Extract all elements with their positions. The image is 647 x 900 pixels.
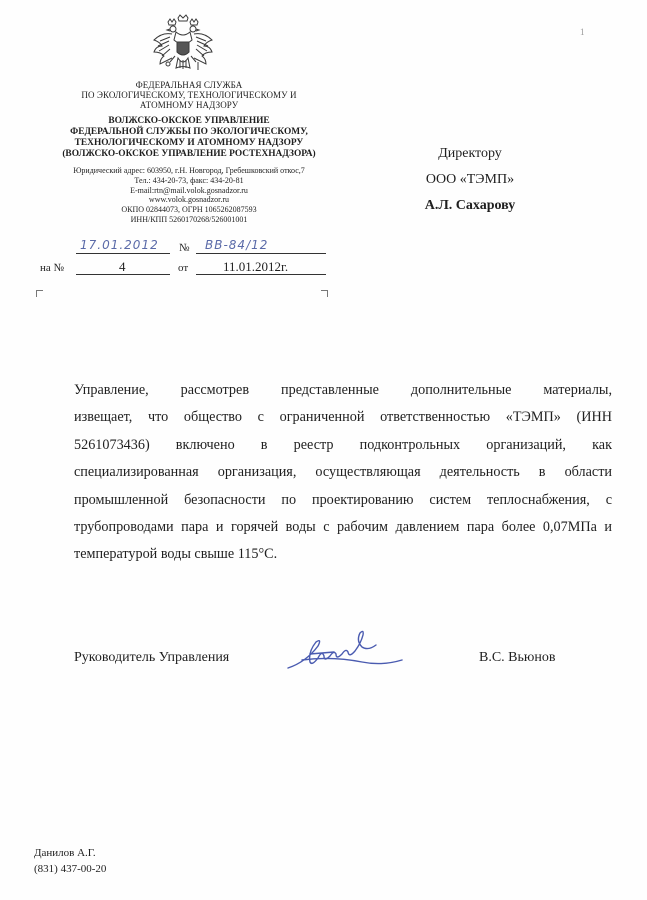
outgoing-number: ВВ-84/12 bbox=[205, 238, 269, 252]
signatory-title: Руководитель Управления bbox=[74, 650, 230, 665]
executor-name: Данилов А.Г. bbox=[34, 847, 96, 859]
body-line: трубопроводами пара и горячей воды с рабочим давлением пара более 0,07МПа и bbox=[74, 519, 612, 536]
body-line: извещает, что общество с ограниченной ответственностью «ТЭМП» (ИНН bbox=[74, 409, 612, 426]
agency-line: ПО ЭКОЛОГИЧЕСКОМУ, ТЕХНОЛОГИЧЕСКОМУ И bbox=[81, 90, 297, 101]
handwritten-signature bbox=[282, 628, 422, 676]
agency-contacts bbox=[36, 166, 342, 225]
body-line: температурой воды свыше 115°С. bbox=[74, 546, 278, 563]
number-sign: № bbox=[179, 242, 190, 254]
outgoing-number-line bbox=[196, 253, 326, 254]
ref-date: 11.01.2012г. bbox=[223, 259, 289, 274]
letter-body bbox=[74, 377, 612, 569]
contact-line: www.volok.gosnadzor.ru bbox=[148, 195, 230, 205]
coat-of-arms-icon bbox=[150, 12, 216, 78]
department-line: ФЕДЕРАЛЬНОЙ СЛУЖБЫ ПО ЭКОЛОГИЧЕСКОМУ, bbox=[70, 126, 308, 137]
corner-mark-right bbox=[321, 290, 328, 297]
addressee-block bbox=[410, 141, 530, 219]
executor-info bbox=[34, 845, 106, 877]
agency-line: АТОМНОМУ НАДЗОРУ bbox=[139, 100, 239, 111]
contact-line: ОКПО 02844073, ОГРН 1065262087593 bbox=[121, 205, 257, 214]
department-line: ВОЛЖСКО-ОКСКОЕ УПРАВЛЕНИЕ bbox=[108, 116, 270, 126]
addressee-company: ООО «ТЭМП» bbox=[425, 172, 515, 187]
agency-line: ФЕДЕРАЛЬНАЯ СЛУЖБА bbox=[135, 80, 243, 90]
executor-phone: (831) 437-00-20 bbox=[34, 863, 107, 875]
contact-line: ИНН/КПП 5260170268/526001001 bbox=[130, 214, 248, 224]
outgoing-date: 17.01.2012 bbox=[80, 238, 159, 252]
agency-name bbox=[36, 80, 342, 110]
body-line: Управление, рассмотрев представленные дополнительные материалы, bbox=[74, 382, 612, 398]
body-line: специализированная организация, осуществляющая деятельность в области bbox=[74, 464, 612, 481]
contact-line: Юридический адрес: 603950, г.Н. Новгород, Гребешковский откос,7 bbox=[73, 166, 305, 175]
department-line: (ВОЛЖСКО-ОКСКОЕ УПРАВЛЕНИЕ РОСТЕХНАДЗОРА) bbox=[62, 148, 316, 159]
body-line: промышленной безопасности по проектированию систем теплоснабжения, с bbox=[74, 491, 612, 508]
addressee-name: А.Л. Сахарову bbox=[424, 198, 516, 213]
corner-mark-left bbox=[36, 290, 43, 297]
contact-line: E-mail:rtn@mail.volok.gosnadzor.ru bbox=[130, 185, 248, 195]
department-line: ТЕХНОЛОГИЧЕСКОМУ И АТОМНОМУ НАДЗОРУ bbox=[74, 137, 304, 148]
addressee-position: Директору bbox=[438, 146, 502, 161]
ref-prefix: на № bbox=[40, 262, 65, 274]
signatory-name: В.С. Вьюнов bbox=[479, 650, 556, 665]
from-word: от bbox=[178, 262, 189, 274]
outgoing-date-line bbox=[76, 253, 170, 254]
ref-number: 4 bbox=[119, 259, 126, 274]
body-line: 5261073436) включено в реестр подконтрольных организаций, как bbox=[74, 436, 612, 453]
department-name bbox=[36, 116, 342, 160]
page-corner-mark: 1 bbox=[580, 27, 585, 37]
contact-line: Тел.: 434-20-73, факс: 434-20-81 bbox=[134, 175, 244, 185]
